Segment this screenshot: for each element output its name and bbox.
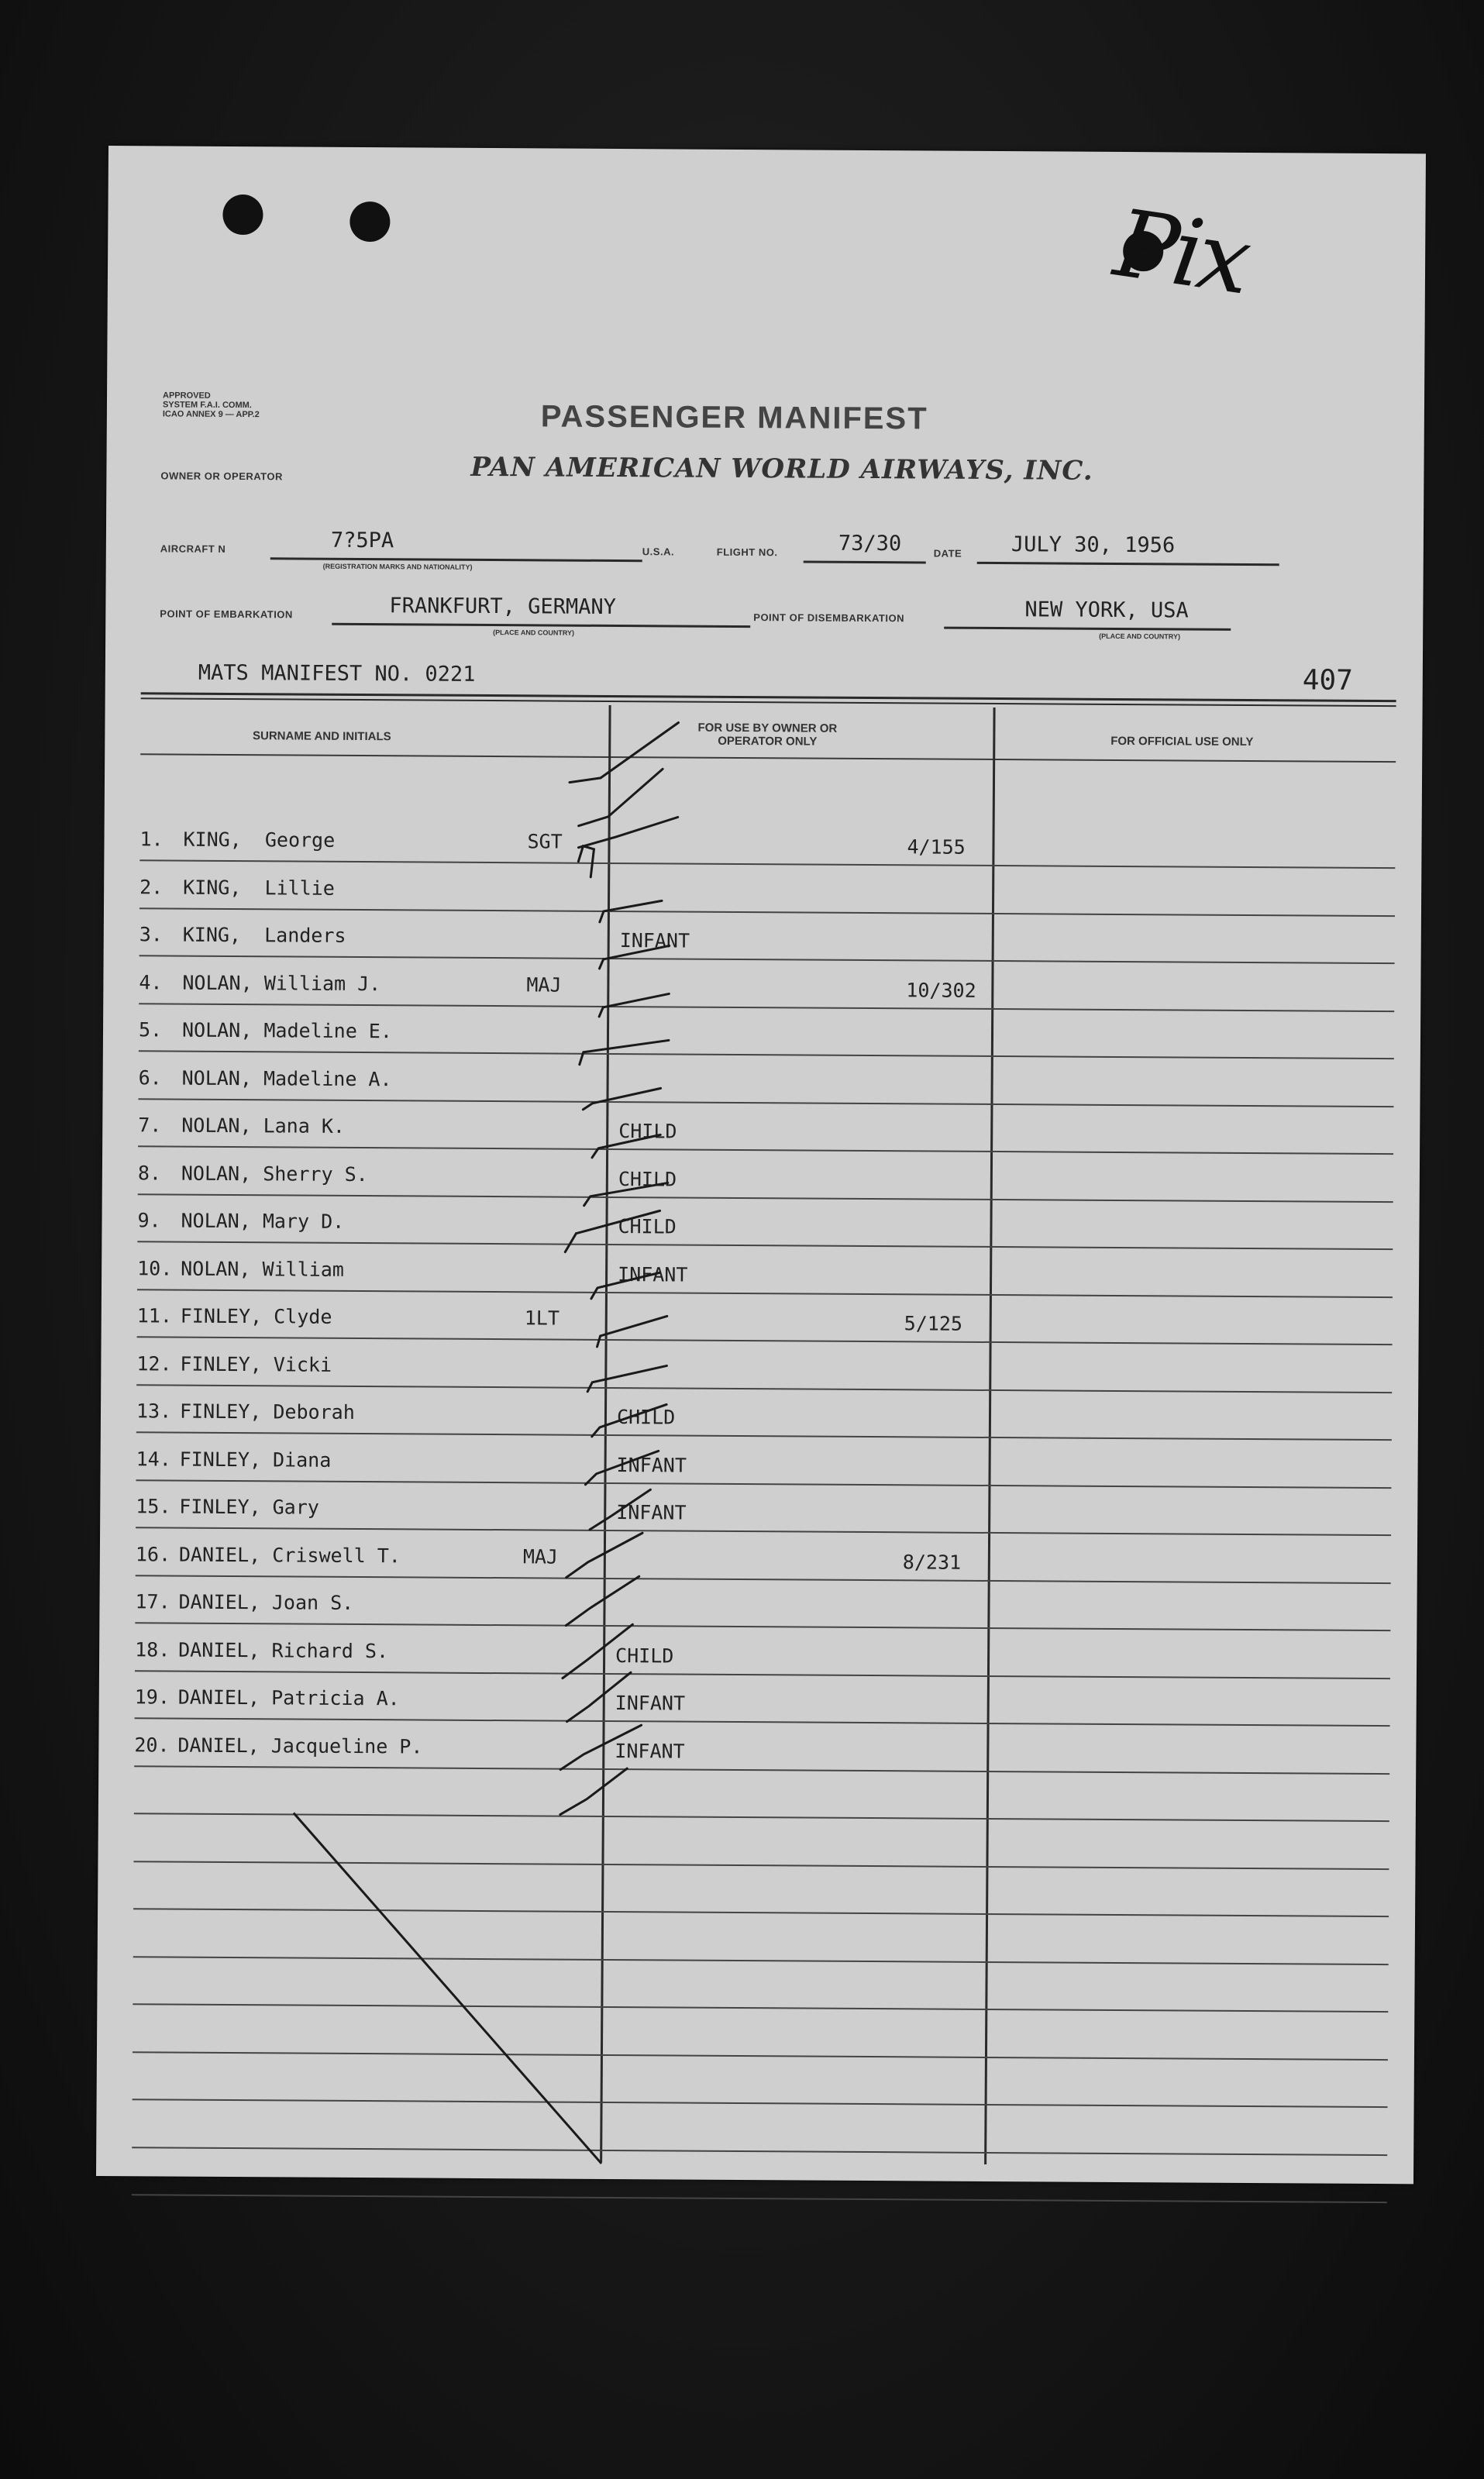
passenger-reference: 4/155 bbox=[907, 835, 966, 859]
passenger-name: FINLEY, Diana bbox=[179, 1448, 332, 1472]
column-header-surname: SURNAME AND INITIALS bbox=[252, 729, 391, 744]
passenger-row bbox=[135, 1672, 1390, 1727]
passenger-row bbox=[136, 1481, 1391, 1536]
airline-name: PAN AMERICAN WORLD AIRWAYS, INC. bbox=[470, 451, 1093, 487]
passenger-name: NOLAN, William bbox=[181, 1257, 344, 1281]
passenger-number: 17. bbox=[135, 1590, 170, 1613]
handwritten-mark: Pix bbox=[1107, 189, 1254, 315]
passenger-rank: MAJ bbox=[522, 1544, 559, 1568]
column-header-owner-use: FOR USE BY OWNER OR OPERATOR ONLY bbox=[697, 721, 838, 749]
passenger-rank: MAJ bbox=[526, 973, 562, 997]
passenger-row bbox=[135, 1576, 1390, 1631]
usa-label: U.S.A. bbox=[642, 546, 675, 558]
passenger-name: KING, Lillie bbox=[183, 876, 335, 900]
aircraft-label: AIRCRAFT N bbox=[160, 542, 226, 555]
passenger-row bbox=[135, 1624, 1390, 1679]
blank-row bbox=[133, 2006, 1388, 2061]
passenger-age-note: CHILD bbox=[616, 1406, 676, 1429]
aircraft-line bbox=[270, 557, 642, 562]
passenger-age-note: INFANT bbox=[616, 1501, 687, 1524]
passenger-reference: 8/231 bbox=[902, 1550, 962, 1574]
passenger-number: 11. bbox=[136, 1304, 173, 1327]
passenger-number: 13. bbox=[136, 1400, 172, 1423]
passenger-name: NOLAN, Sherry S. bbox=[181, 1162, 368, 1186]
date-value: JULY 30, 1956 bbox=[1011, 532, 1176, 558]
blank-row bbox=[133, 1862, 1389, 1917]
embark-value: FRANKFURT, GERMANY bbox=[389, 594, 617, 620]
owner-label: OWNER OR OPERATOR bbox=[160, 470, 283, 483]
passenger-name: KING, Landers bbox=[182, 923, 346, 947]
passenger-name: NOLAN, Mary D. bbox=[181, 1209, 345, 1233]
aircraft-value: 7?5PA bbox=[330, 528, 394, 553]
blank-row bbox=[133, 1910, 1389, 1965]
passenger-row bbox=[137, 1290, 1393, 1345]
passenger-number: 1. bbox=[139, 828, 164, 851]
passenger-number: 20. bbox=[134, 1733, 170, 1757]
passenger-name: NOLAN, Madeline E. bbox=[181, 1018, 393, 1043]
passenger-name: DANIEL, Criswell T. bbox=[178, 1543, 401, 1567]
passenger-age-note: INFANT bbox=[618, 1262, 688, 1286]
passenger-age-note: CHILD bbox=[618, 1215, 677, 1238]
blank-row bbox=[133, 1815, 1389, 1870]
passenger-name: NOLAN, Lana K. bbox=[181, 1114, 346, 1138]
passenger-number: 6. bbox=[138, 1066, 162, 1089]
flight-value: 73/30 bbox=[838, 531, 902, 556]
flight-line bbox=[804, 560, 926, 563]
passenger-row bbox=[139, 957, 1394, 1012]
approved-line: ICAO ANNEX 9 — APP.2 bbox=[162, 409, 260, 420]
passenger-number: 2. bbox=[139, 875, 164, 898]
passenger-name: DANIEL, Jacqueline P. bbox=[177, 1734, 423, 1758]
approval-block bbox=[163, 391, 260, 419]
passenger-row bbox=[139, 909, 1395, 964]
passenger-name: KING, George bbox=[183, 828, 336, 852]
flight-label: FLIGHT NO. bbox=[716, 546, 778, 559]
passenger-age-note: CHILD bbox=[618, 1120, 677, 1143]
passenger-number: 7. bbox=[138, 1114, 162, 1137]
blank-row bbox=[134, 1767, 1389, 1822]
passenger-number: 3. bbox=[139, 923, 163, 946]
passenger-age-note: INFANT bbox=[619, 929, 690, 952]
approved-line: SYSTEM F.A.I. COMM. bbox=[162, 400, 252, 411]
page-number: 407 bbox=[1302, 664, 1353, 697]
passenger-name: DANIEL, Joan S. bbox=[178, 1590, 354, 1614]
disembark-value: NEW YORK, USA bbox=[1024, 597, 1189, 623]
passenger-row bbox=[136, 1529, 1391, 1584]
passenger-number: 16. bbox=[135, 1542, 171, 1566]
embark-label: POINT OF EMBARKATION bbox=[160, 608, 293, 621]
passenger-name: DANIEL, Patricia A. bbox=[177, 1685, 400, 1710]
registration-caption: (REGISTRATION MARKS AND NATIONALITY) bbox=[322, 562, 473, 571]
passenger-number: 4. bbox=[139, 970, 163, 993]
passenger-row bbox=[136, 1434, 1391, 1489]
passenger-age-note: INFANT bbox=[615, 1739, 685, 1763]
check-mark bbox=[570, 722, 678, 783]
passenger-name: NOLAN, Madeline A. bbox=[181, 1066, 392, 1090]
punch-hole-left bbox=[222, 195, 263, 235]
disembark-label: POINT OF DISEMBARKATION bbox=[753, 611, 905, 625]
passenger-row bbox=[138, 1052, 1393, 1107]
passenger-rank: 1LT bbox=[524, 1307, 560, 1330]
passenger-number: 18. bbox=[135, 1637, 170, 1661]
embark-line bbox=[332, 623, 750, 628]
passenger-row bbox=[138, 1148, 1393, 1203]
blank-row bbox=[133, 2053, 1388, 2108]
approved-line: APPROVED bbox=[162, 391, 211, 401]
document-title: PASSENGER MANIFEST bbox=[540, 399, 928, 436]
passenger-row bbox=[134, 1720, 1389, 1775]
passenger-row bbox=[136, 1338, 1392, 1393]
column-header-rule bbox=[140, 753, 1396, 763]
date-label: DATE bbox=[933, 547, 962, 559]
passenger-number: 14. bbox=[136, 1447, 171, 1471]
passenger-rank: SGT bbox=[527, 830, 563, 853]
passenger-name: FINLEY, Vicki bbox=[180, 1352, 332, 1376]
passenger-name: DANIEL, Richard S. bbox=[178, 1638, 389, 1662]
passenger-row bbox=[139, 862, 1395, 917]
passenger-row bbox=[137, 1243, 1393, 1298]
passenger-row bbox=[136, 1386, 1392, 1441]
date-line bbox=[977, 562, 1279, 566]
passenger-age-note: INFANT bbox=[615, 1692, 686, 1715]
passenger-number: 19. bbox=[134, 1685, 170, 1709]
passenger-name: NOLAN, William J. bbox=[182, 971, 381, 995]
passenger-name: FINLEY, Gary bbox=[179, 1495, 319, 1519]
embark-caption: (PLACE AND COUNTRY) bbox=[493, 628, 575, 637]
passenger-number: 5. bbox=[138, 1018, 163, 1042]
passenger-reference: 10/302 bbox=[906, 978, 976, 1002]
passenger-number: 8. bbox=[137, 1161, 162, 1184]
passenger-age-note: INFANT bbox=[616, 1453, 687, 1477]
blank-row bbox=[132, 2148, 1387, 2203]
passenger-name: FINLEY, Clyde bbox=[180, 1304, 332, 1328]
passenger-number: 9. bbox=[137, 1209, 161, 1232]
passenger-row bbox=[139, 1004, 1394, 1059]
column-header-official-use: FOR OFFICIAL USE ONLY bbox=[1110, 734, 1254, 749]
passenger-number: 10. bbox=[137, 1256, 173, 1280]
manifest-sheet bbox=[96, 146, 1426, 2184]
disembark-line bbox=[944, 627, 1231, 631]
blank-row bbox=[132, 2101, 1387, 2156]
passenger-number: 15. bbox=[136, 1495, 171, 1518]
passenger-number: 12. bbox=[136, 1351, 172, 1376]
passenger-name: FINLEY, Deborah bbox=[179, 1400, 355, 1424]
passenger-row bbox=[139, 814, 1395, 869]
passenger-age-note: CHILD bbox=[615, 1644, 674, 1667]
punch-hole-middle bbox=[349, 201, 390, 242]
passenger-age-note: CHILD bbox=[618, 1167, 677, 1191]
passenger-row bbox=[138, 1100, 1393, 1155]
blank-row bbox=[133, 1957, 1388, 2012]
passenger-reference: 5/125 bbox=[904, 1312, 963, 1335]
disembark-caption: (PLACE AND COUNTRY) bbox=[1099, 632, 1181, 641]
mats-manifest-number: MATS MANIFEST NO. 0221 bbox=[198, 660, 476, 687]
passenger-row bbox=[137, 1195, 1393, 1250]
